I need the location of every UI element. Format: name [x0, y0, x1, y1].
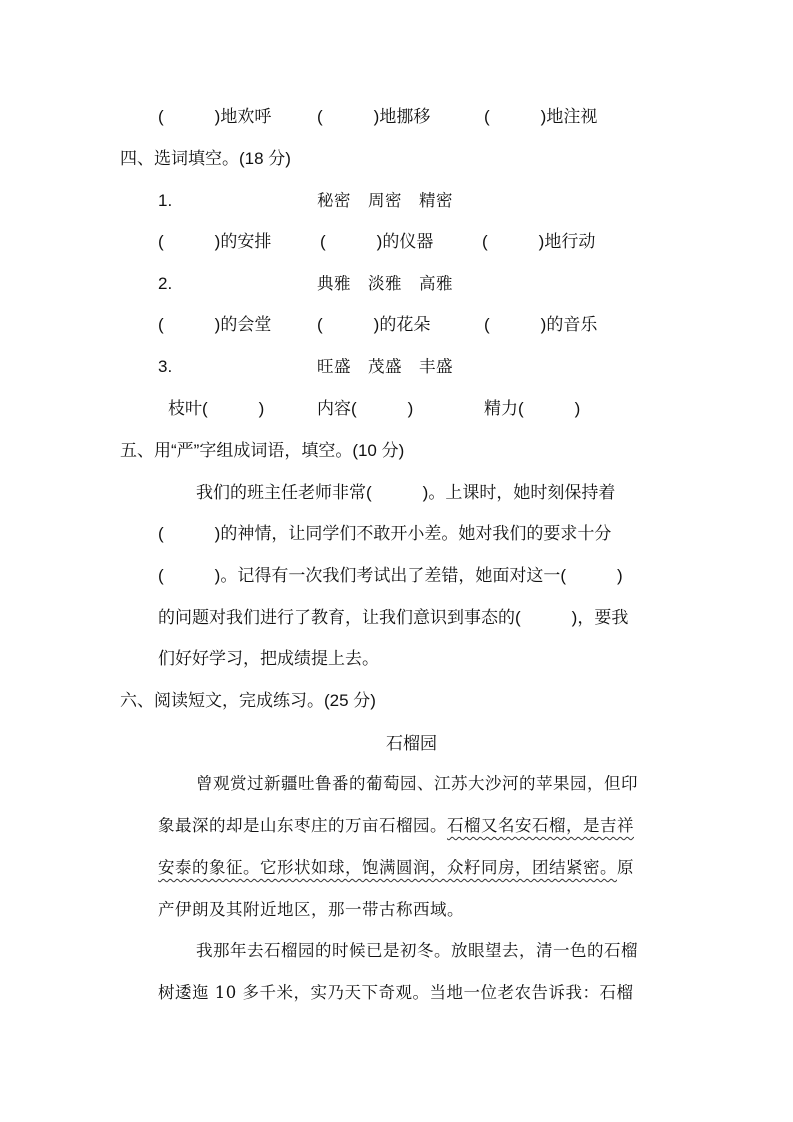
- passage-line: ( )。记得有一次我们考试出了差错，她面对这一( ): [158, 566, 623, 585]
- fill-blank-item: 精力( ): [484, 399, 581, 418]
- section-heading: 六、阅读短文，完成练习。(25 分): [120, 691, 376, 710]
- question-number: 1.: [158, 191, 173, 210]
- article-title: 石榴园: [386, 734, 437, 753]
- fill-blank-item: ( )地注视: [484, 107, 598, 126]
- passage-line: 们好好学习，把成绩提上去。: [158, 649, 379, 668]
- fill-blank-item: ( )的音乐: [484, 315, 598, 334]
- article-line: [158, 857, 634, 879]
- word-options: 旺盛 茂盛 丰盛: [317, 357, 453, 376]
- fill-blank-item: 枝叶( ): [168, 399, 265, 418]
- fill-blank-item: ( )地挪移: [317, 107, 431, 126]
- fill-blank-item: ( )的安排: [158, 232, 272, 251]
- fill-blank-item: ( )的仪器: [320, 232, 434, 251]
- fill-blank-item: ( )地行动: [482, 232, 596, 251]
- question-number: 2.: [158, 274, 173, 293]
- word-options: 秘密 周密 精密: [317, 191, 453, 210]
- question-number: 3.: [158, 357, 173, 376]
- fill-blank-item: ( )的会堂: [158, 315, 272, 334]
- fill-blank-item: ( )的花朵: [317, 315, 431, 334]
- article-line: 曾观赏过新疆吐鲁番的葡萄园、江苏大沙河的苹果园，但印: [196, 774, 638, 793]
- passage-line: 的问题对我们进行了教育，让我们意识到事态的( )，要我: [158, 608, 629, 627]
- section-heading: 五、用“严”字组成词语，填空。(10 分): [120, 441, 405, 460]
- section-heading: 四、选词填空。(18 分): [120, 149, 291, 168]
- fill-blank-item: ( )地欢呼: [158, 107, 272, 126]
- passage-line: 我们的班主任老师非常( )。上课时，她时刻保持着: [196, 483, 616, 502]
- wavy-underlined-text: 安泰的象征。它形状如球，饱满圆润，众籽同房，团结紧密。: [158, 858, 617, 877]
- article-line: 我那年去石榴园的时候已是初冬。放眼望去，清一色的石榴: [196, 941, 638, 960]
- article-line: [158, 815, 634, 837]
- article-line: 产伊朗及其附近地区，那一带古称西域。: [158, 900, 464, 919]
- passage-line: ( )的神情，让同学们不敢开小差。她对我们的要求十分: [158, 524, 612, 543]
- article-text: 原: [617, 858, 634, 877]
- wavy-underlined-text: 石榴又名安石榴，是吉祥: [447, 816, 634, 835]
- word-options: 典雅 淡雅 高雅: [317, 274, 453, 293]
- article-line: 树逶迤 10 多千米，实乃天下奇观。当地一位老农告诉我：石榴: [158, 983, 634, 1002]
- article-text: 象最深的却是山东枣庄的万亩石榴园。: [158, 816, 447, 835]
- fill-blank-item: 内容( ): [317, 399, 414, 418]
